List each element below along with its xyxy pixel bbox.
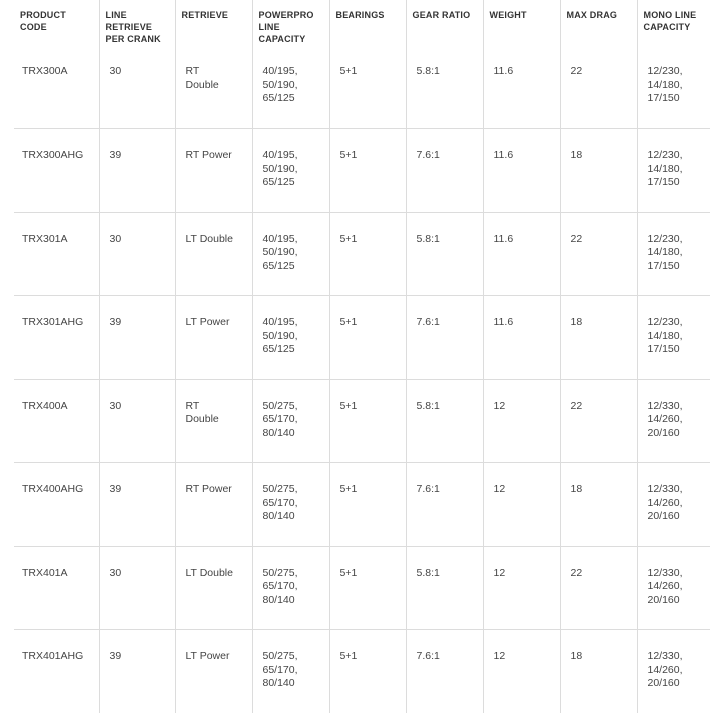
bearings-cell: 5+1 <box>329 212 406 296</box>
retrieve-cell-line: RT Power <box>185 483 232 495</box>
powerpro-capacity-cell-line: 80/140 <box>262 426 295 439</box>
powerpro-capacity-cell <box>252 379 329 463</box>
bearings-cell: 5+1 <box>329 129 406 213</box>
retrieve-cell-line: Double <box>185 78 219 91</box>
powerpro-capacity-cell-line: 50/190, <box>262 162 298 175</box>
weight-cell: 12 <box>483 463 560 547</box>
retrieve-cell-line: LT Double <box>185 566 233 579</box>
mono-capacity-cell <box>637 296 710 380</box>
mono-capacity-cell-line: 20/160 <box>647 510 680 522</box>
bearings-cell: 5+1 <box>329 379 406 463</box>
powerpro-capacity-cell-line: 50/190, <box>262 78 298 91</box>
max-drag-cell: 18 <box>560 296 637 380</box>
table-row <box>14 379 710 463</box>
mono-capacity-cell-line: 14/180, <box>647 162 683 175</box>
mono-capacity-cell-line: 14/180, <box>647 78 683 91</box>
line-retrieve-cell: 39 <box>99 296 175 380</box>
powerpro-capacity-cell-line: 65/170, <box>262 496 298 509</box>
retrieve-cell <box>175 463 252 547</box>
mono-capacity-cell-line: 14/180, <box>647 329 683 342</box>
table-row <box>14 296 710 380</box>
gear-ratio-cell: 7.6:1 <box>406 296 483 380</box>
mono-capacity-cell-line: 12/230, <box>647 65 683 77</box>
powerpro-capacity-cell-line: 65/125 <box>262 92 295 104</box>
gear-ratio-cell: 7.6:1 <box>406 129 483 213</box>
line-retrieve-cell: 30 <box>99 45 175 129</box>
mono-capacity-cell-line: 12/230, <box>647 232 683 245</box>
mono-capacity-cell-line: 12/330, <box>647 483 683 495</box>
header-bearings: BEARINGS <box>329 0 406 45</box>
powerpro-capacity-cell-line: 65/170, <box>262 580 298 592</box>
powerpro-capacity-cell-line: 40/195, <box>262 149 298 161</box>
powerpro-capacity-cell-line: 65/170, <box>262 663 298 676</box>
header-gear-ratio: GEAR RATIO <box>406 0 483 45</box>
retrieve-cell <box>175 212 252 296</box>
retrieve-cell-line: LT Double <box>185 232 233 245</box>
powerpro-capacity-cell-line: 50/190, <box>262 246 298 258</box>
mono-capacity-cell-line: 12/330, <box>647 399 683 412</box>
mono-capacity-cell-line: 17/150 <box>647 343 680 355</box>
bearings-cell: 5+1 <box>329 630 406 714</box>
gear-ratio-cell: 5.8:1 <box>406 45 483 129</box>
mono-capacity-cell-line: 17/150 <box>647 259 680 272</box>
powerpro-capacity-cell-line: 50/190, <box>262 329 298 342</box>
mono-capacity-cell-line: 14/180, <box>647 246 683 258</box>
retrieve-cell-line: LT Power <box>185 316 230 328</box>
powerpro-capacity-cell-line: 65/170, <box>262 413 298 425</box>
retrieve-cell-line: LT Power <box>185 650 230 662</box>
max-drag-cell: 18 <box>560 129 637 213</box>
table-row <box>14 463 710 547</box>
mono-capacity-cell-line: 14/260, <box>647 413 683 425</box>
weight-cell: 12 <box>483 379 560 463</box>
bearings-cell: 5+1 <box>329 296 406 380</box>
retrieve-cell <box>175 546 252 630</box>
header-row <box>14 0 710 45</box>
spec-table <box>14 0 710 713</box>
powerpro-capacity-cell <box>252 630 329 714</box>
mono-capacity-cell-line: 17/150 <box>647 176 680 188</box>
gear-ratio-cell: 7.6:1 <box>406 630 483 714</box>
powerpro-capacity-cell <box>252 546 329 630</box>
mono-capacity-cell-line: 12/230, <box>647 316 683 328</box>
bearings-cell: 5+1 <box>329 45 406 129</box>
retrieve-cell-line: RT Power <box>185 149 232 161</box>
product-code-cell: TRX400A <box>14 379 99 463</box>
mono-capacity-cell <box>637 463 710 547</box>
weight-cell: 11.6 <box>483 45 560 129</box>
max-drag-cell: 22 <box>560 546 637 630</box>
max-drag-cell: 22 <box>560 212 637 296</box>
product-code-cell: TRX401A <box>14 546 99 630</box>
mono-capacity-cell <box>637 379 710 463</box>
powerpro-capacity-cell-line: 50/275, <box>262 399 298 412</box>
powerpro-capacity-cell-line: 80/140 <box>262 510 295 522</box>
product-code-cell: TRX301A <box>14 212 99 296</box>
retrieve-cell-line: RT <box>185 65 200 77</box>
header-weight: WEIGHT <box>483 0 560 45</box>
powerpro-capacity-cell <box>252 45 329 129</box>
product-code-cell: TRX301AHG <box>14 296 99 380</box>
header-line-retrieve-per-crank: LINE RETRIEVE PER CRANK <box>99 0 175 45</box>
mono-capacity-cell <box>637 212 710 296</box>
table-row <box>14 546 710 630</box>
powerpro-capacity-cell <box>252 296 329 380</box>
product-code-cell: TRX401AHG <box>14 630 99 714</box>
table-row <box>14 129 710 213</box>
mono-capacity-cell-line: 20/160 <box>647 593 680 606</box>
mono-capacity-cell <box>637 45 710 129</box>
powerpro-capacity-cell-line: 40/195, <box>262 316 298 328</box>
max-drag-cell: 18 <box>560 630 637 714</box>
powerpro-capacity-cell-line: 80/140 <box>262 593 295 606</box>
table-row <box>14 45 710 129</box>
line-retrieve-cell: 39 <box>99 129 175 213</box>
mono-capacity-cell-line: 12/230, <box>647 149 683 161</box>
table-body <box>14 45 710 713</box>
powerpro-capacity-cell-line: 50/275, <box>262 650 298 662</box>
powerpro-capacity-cell-line: 65/125 <box>262 343 295 355</box>
mono-capacity-cell <box>637 546 710 630</box>
max-drag-cell: 22 <box>560 379 637 463</box>
header-max-drag: MAX DRAG <box>560 0 637 45</box>
mono-capacity-cell-line: 17/150 <box>647 92 680 104</box>
retrieve-cell <box>175 45 252 129</box>
powerpro-capacity-cell-line: 40/195, <box>262 232 298 245</box>
retrieve-cell-line: RT <box>185 399 200 412</box>
powerpro-capacity-cell-line: 50/275, <box>262 483 298 495</box>
powerpro-capacity-cell-line: 65/125 <box>262 176 295 188</box>
mono-capacity-cell-line: 20/160 <box>647 677 680 689</box>
retrieve-cell <box>175 129 252 213</box>
mono-capacity-cell-line: 12/330, <box>647 566 683 579</box>
header-retrieve: RETRIEVE <box>175 0 252 45</box>
table-row <box>14 630 710 714</box>
line-retrieve-cell: 39 <box>99 463 175 547</box>
retrieve-cell-line: Double <box>185 413 219 425</box>
mono-capacity-cell-line: 14/260, <box>647 580 683 592</box>
powerpro-capacity-cell <box>252 212 329 296</box>
weight-cell: 11.6 <box>483 212 560 296</box>
retrieve-cell <box>175 379 252 463</box>
weight-cell: 12 <box>483 546 560 630</box>
weight-cell: 12 <box>483 630 560 714</box>
powerpro-capacity-cell <box>252 129 329 213</box>
product-code-cell: TRX400AHG <box>14 463 99 547</box>
weight-cell: 11.6 <box>483 129 560 213</box>
gear-ratio-cell: 7.6:1 <box>406 463 483 547</box>
line-retrieve-cell: 30 <box>99 212 175 296</box>
weight-cell: 11.6 <box>483 296 560 380</box>
mono-capacity-cell <box>637 129 710 213</box>
powerpro-capacity-cell <box>252 463 329 547</box>
max-drag-cell: 18 <box>560 463 637 547</box>
powerpro-capacity-cell-line: 40/195, <box>262 65 298 77</box>
mono-capacity-cell-line: 14/260, <box>647 496 683 509</box>
line-retrieve-cell: 30 <box>99 379 175 463</box>
retrieve-cell <box>175 296 252 380</box>
product-code-cell: TRX300A <box>14 45 99 129</box>
bearings-cell: 5+1 <box>329 546 406 630</box>
mono-capacity-cell-line: 20/160 <box>647 426 680 439</box>
mono-capacity-cell-line: 14/260, <box>647 663 683 676</box>
mono-capacity-cell-line: 12/330, <box>647 650 683 662</box>
table-row <box>14 212 710 296</box>
retrieve-cell <box>175 630 252 714</box>
gear-ratio-cell: 5.8:1 <box>406 546 483 630</box>
header-powerpro-line-capacity: POWERPRO LINE CAPACITY <box>252 0 329 45</box>
max-drag-cell: 22 <box>560 45 637 129</box>
bearings-cell: 5+1 <box>329 463 406 547</box>
powerpro-capacity-cell-line: 65/125 <box>262 259 295 272</box>
gear-ratio-cell: 5.8:1 <box>406 379 483 463</box>
powerpro-capacity-cell-line: 80/140 <box>262 677 295 689</box>
powerpro-capacity-cell-line: 50/275, <box>262 566 298 579</box>
line-retrieve-cell: 30 <box>99 546 175 630</box>
mono-capacity-cell <box>637 630 710 714</box>
header-mono-line-capacity: MONO LINE CAPACITY <box>643 10 697 32</box>
header-product-code: PRODUCT CODE <box>14 0 99 45</box>
gear-ratio-cell: 5.8:1 <box>406 212 483 296</box>
line-retrieve-cell: 39 <box>99 630 175 714</box>
product-code-cell: TRX300AHG <box>14 129 99 213</box>
